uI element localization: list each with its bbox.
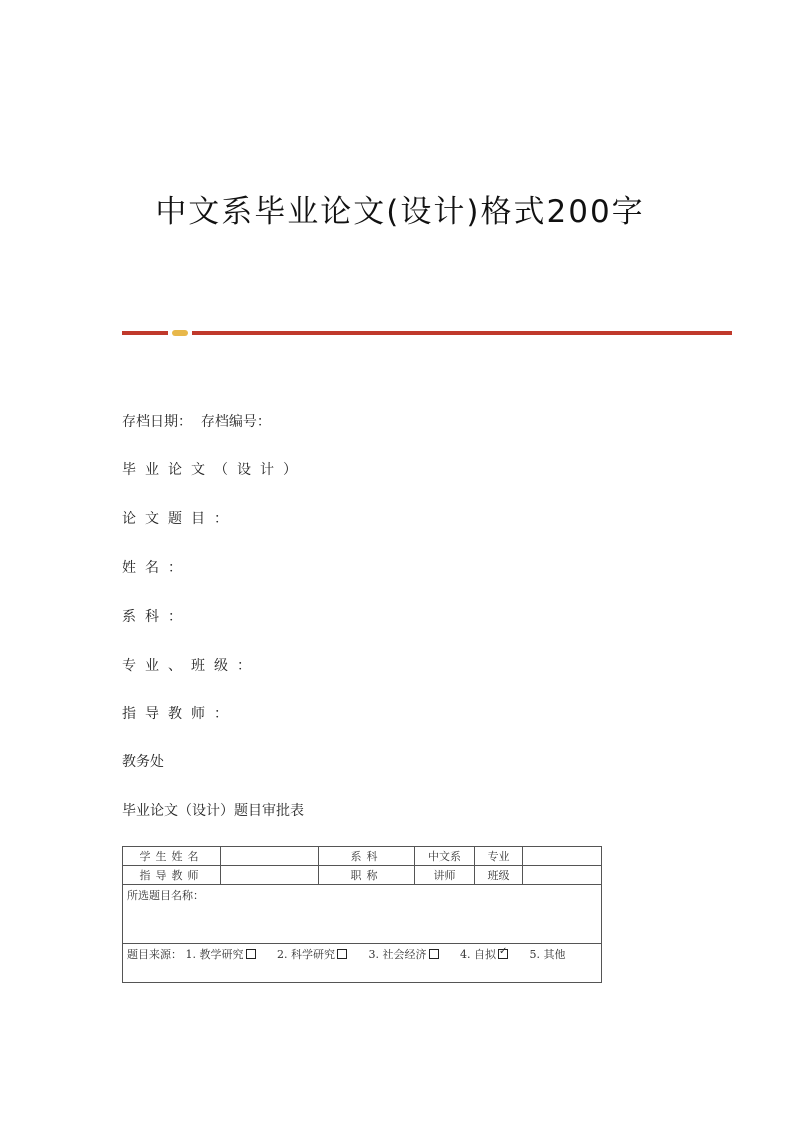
selected-topic-cell[interactable] xyxy=(123,885,602,944)
thesis-label: 毕业论文（设计） xyxy=(122,462,306,478)
major-class-field: 专业、班级： xyxy=(122,658,260,674)
department-value: 中文系 xyxy=(415,847,475,866)
checkbox-icon[interactable] xyxy=(246,949,256,959)
thesis-topic-field: 论文题目： xyxy=(122,511,237,527)
job-title-value: 讲师 xyxy=(415,866,475,885)
archive-date-number-field: 存档日期： 存档编号： xyxy=(122,414,271,430)
advisor-label: 指导教师 xyxy=(123,866,221,885)
source-option-other[interactable]: 5. 其他 xyxy=(529,948,566,961)
divider-ornament xyxy=(172,330,188,336)
topic-approval-table xyxy=(122,846,602,983)
selected-topic-label: 所选题目名称： xyxy=(127,889,204,902)
advisor-field: 指导教师： xyxy=(122,706,237,722)
topic-source-label: 题目来源： xyxy=(127,948,182,961)
decorative-divider xyxy=(122,331,732,335)
approval-table-title: 毕业论文（设计）题目审批表 xyxy=(122,803,304,819)
source-option-social-economy[interactable]: 3. 社会经济 xyxy=(369,948,453,961)
table-row xyxy=(123,847,602,866)
student-name-label: 学生姓名 xyxy=(123,847,221,866)
class-cell[interactable] xyxy=(523,866,602,885)
major-cell[interactable] xyxy=(523,847,602,866)
advisor-cell[interactable] xyxy=(221,866,319,885)
job-title-label: 职称 xyxy=(319,866,415,885)
divider-segment-right xyxy=(192,331,732,335)
checkbox-icon[interactable] xyxy=(337,949,347,959)
checkbox-icon[interactable] xyxy=(429,949,439,959)
table-row xyxy=(123,866,602,885)
source-option-teaching-research[interactable]: 1. 教学研究 xyxy=(186,948,270,961)
department-field: 系科： xyxy=(122,609,191,625)
name-field: 姓名： xyxy=(122,560,191,576)
table-row xyxy=(123,885,602,944)
source-option-scientific-research[interactable]: 2. 科学研究 xyxy=(277,948,361,961)
checked-checkbox-icon[interactable] xyxy=(498,949,508,959)
table-row xyxy=(123,944,602,983)
class-label: 班级 xyxy=(475,866,523,885)
topic-source-cell xyxy=(123,944,602,983)
divider-segment-left xyxy=(122,331,168,335)
document-title: 中文系毕业论文(设计)格式200字 xyxy=(155,194,645,230)
source-option-self-proposed[interactable]: 4. 自拟✓ xyxy=(460,948,522,961)
department-label: 系科 xyxy=(319,847,415,866)
student-name-cell[interactable] xyxy=(221,847,319,866)
major-label: 专业 xyxy=(475,847,523,866)
academic-affairs-office: 教务处 xyxy=(122,754,164,770)
